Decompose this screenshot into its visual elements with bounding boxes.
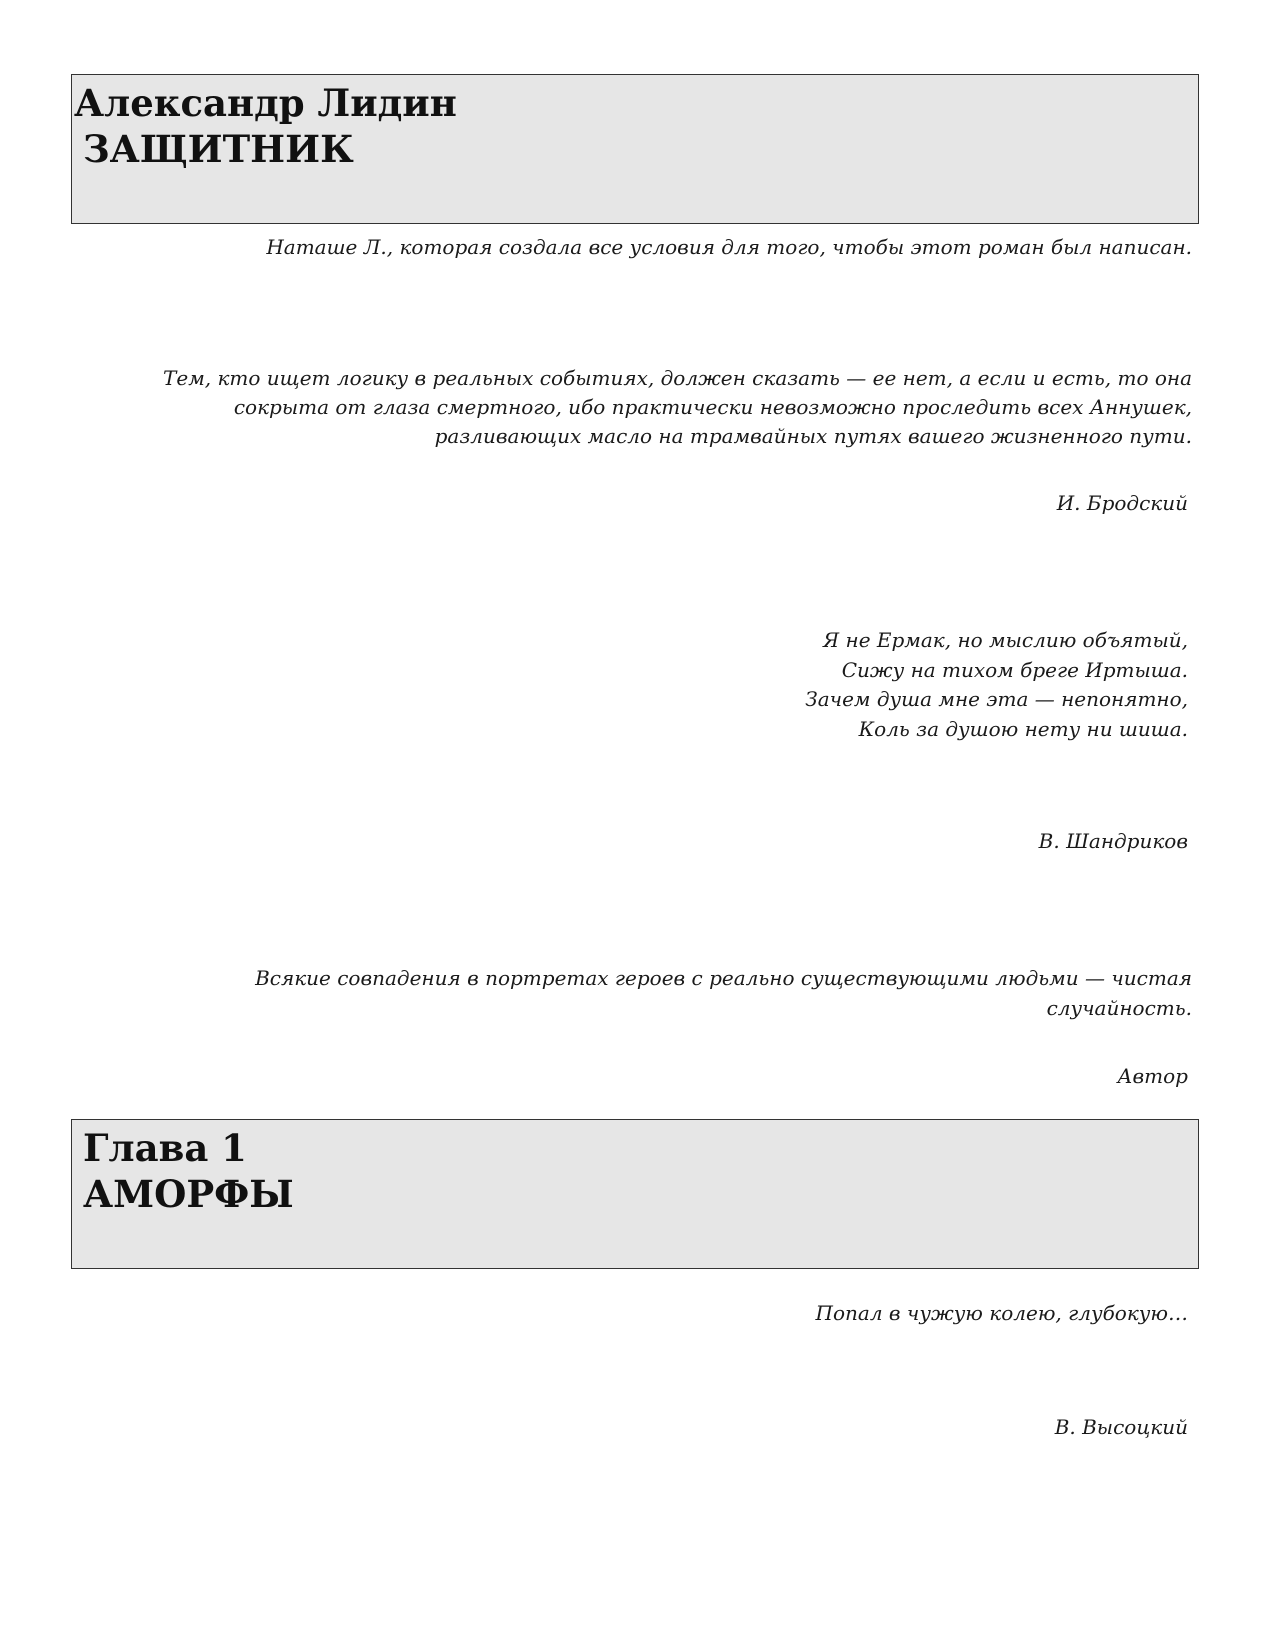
poem-line: Зачем душа мне эта — непонятно, [805,687,1188,711]
chapter-number: Глава 1 [83,1126,247,1170]
epigraph-brodsky [163,364,1192,451]
disclaimer-line: Всякие совпадения в портретах героев с реально существующими людьми — чистая [255,966,1192,990]
epigraph-line: Тем, кто ищет логику в реальных событиях, должен сказать — ее нет, а если и есть, то она [163,366,1192,390]
chapter-epigraph-author: В. Высоцкий [1054,1415,1188,1439]
book-title-box [71,74,1199,224]
epigraph-line: сокрыта от глаза смертного, ибо практически невозможно проследить всех Аннушек, [233,395,1192,419]
epigraph-poem [805,626,1188,744]
book-title: ЗАЩИТНИК [83,127,354,171]
epigraph-line: разливающих масло на трамвайных путях вашего жизненного пути. [434,424,1192,448]
chapter-epigraph: Попал в чужую колею, глубокую… [815,1301,1188,1325]
chapter-title-box [71,1119,1199,1269]
book-author: Александр Лидин [74,81,457,125]
poem-line: Сижу на тихом бреге Иртыша. [841,657,1188,682]
poem-line: Я не Ермак, но мыслию объятый, [823,628,1188,652]
epigraph-author: И. Бродский [1056,491,1188,515]
disclaimer-line: случайность. [1046,996,1192,1020]
poem-author: В. Шандриков [1038,829,1188,853]
chapter-title: АМОРФЫ [83,1172,294,1216]
disclaimer-author: Автор [1117,1064,1188,1088]
disclaimer [255,963,1192,1023]
dedication: Наташе Л., которая создала все условия для того, чтобы этот роман был написан. [266,235,1192,259]
poem-line: Коль за душою нету ни шиша. [858,716,1188,741]
